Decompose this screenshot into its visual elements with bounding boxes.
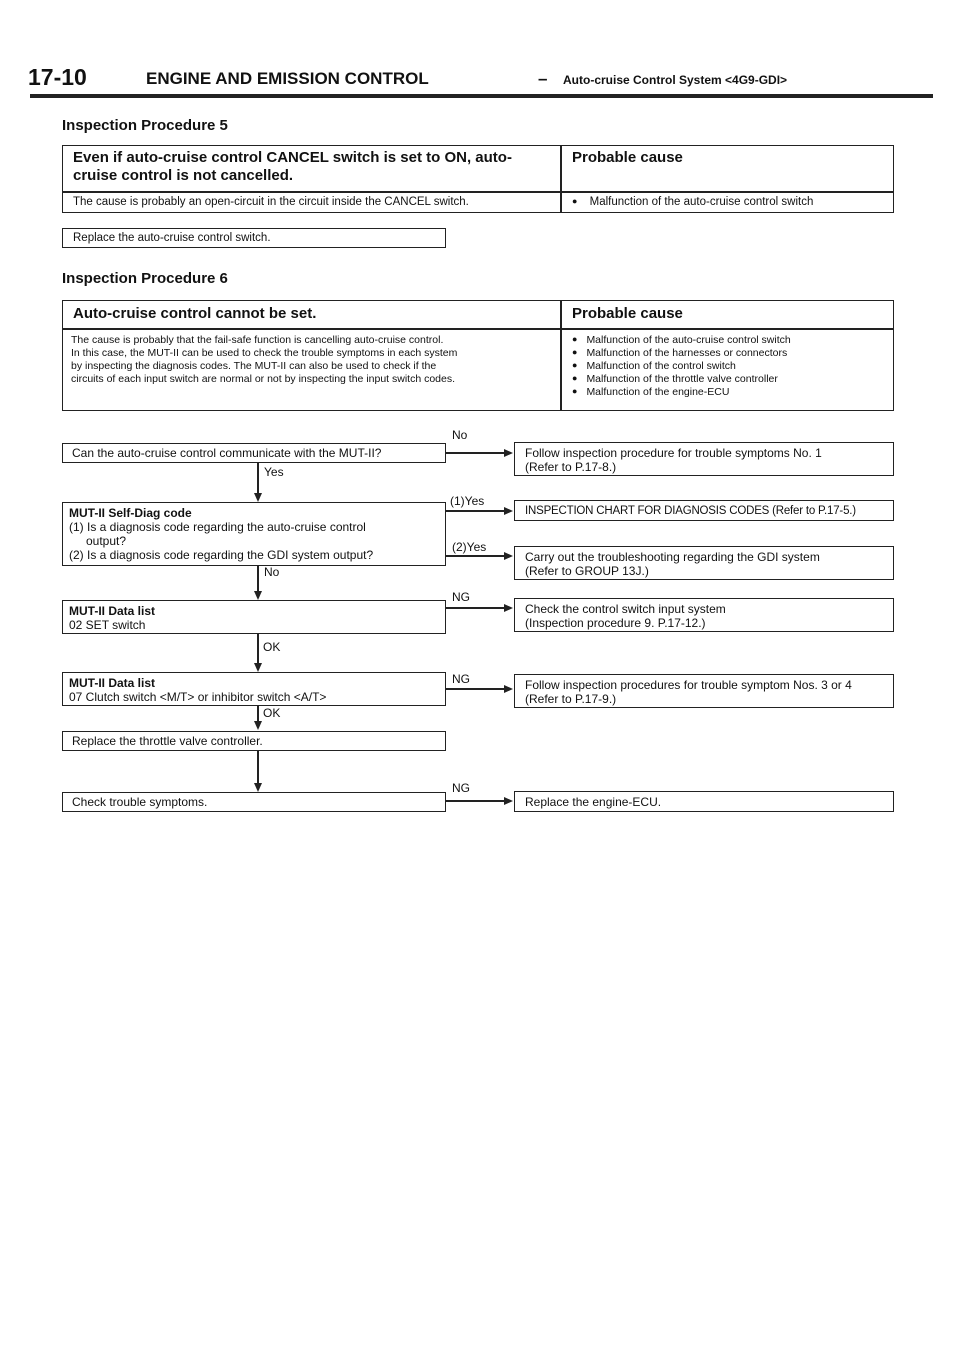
section-title: ENGINE AND EMISSION CONTROL bbox=[146, 69, 429, 88]
proc5-action-box bbox=[62, 228, 446, 248]
proc6-probable-label: Probable cause bbox=[572, 305, 683, 322]
flow-step6-ng-action: Replace the engine-ECU. bbox=[525, 795, 662, 809]
proc6-cause-text: Malfunction of the engine-ECU bbox=[586, 386, 730, 398]
flow-q2-no-label: No bbox=[264, 565, 280, 579]
arrow-right-icon bbox=[504, 449, 513, 457]
page-header bbox=[28, 64, 933, 94]
proc6-symptom: Auto-cruise control cannot be set. bbox=[73, 305, 317, 322]
proc5-table bbox=[62, 145, 894, 213]
proc6-cause-text: Malfunction of the harnesses or connectors bbox=[586, 347, 788, 359]
flow-q2-line: output? bbox=[86, 534, 127, 548]
flow-q3-ng-box bbox=[514, 598, 894, 632]
flow-q1-text: Can the auto-cruise control communicate with the MUT-II? bbox=[72, 446, 382, 460]
proc5-symptom: Even if auto-cruise control CANCEL switch is set to ON, auto-cruise control is not cancelled. bbox=[73, 149, 512, 184]
proc5-title: Inspection Procedure 5 bbox=[62, 117, 228, 134]
page-number: 17-10 bbox=[28, 64, 87, 90]
proc6-cause-item bbox=[572, 347, 791, 360]
proc5-probable-label: Probable cause bbox=[572, 149, 683, 166]
flow-q1-no-box bbox=[514, 442, 894, 476]
arrow-down-icon bbox=[254, 663, 262, 672]
flow-q2-yes2-box bbox=[514, 546, 894, 580]
proc6-cause-line: by inspecting the diagnosis codes. The MUT-II can also be used to check if the bbox=[71, 360, 437, 372]
flow-q1-no-action-line: Follow inspection procedure for trouble symptoms No. 1 bbox=[525, 446, 822, 460]
proc5-cause-text: The cause is probably an open-circuit in the circuit inside the CANCEL switch. bbox=[73, 196, 469, 208]
proc5-action: Replace the auto-cruise control switch. bbox=[73, 232, 271, 244]
proc5-cause-text-0: Malfunction of the auto-cruise control switch bbox=[589, 196, 814, 208]
flow-step6-text: Check trouble symptoms. bbox=[72, 795, 208, 809]
flow-step5-text: Replace the throttle valve controller. bbox=[72, 734, 263, 748]
proc6-cause-line: In this case, the MUT-II can be used to check the trouble symptoms in each system bbox=[71, 347, 458, 359]
flow-q4-title: MUT-II Data list bbox=[69, 676, 156, 690]
proc5-cause-item bbox=[572, 195, 813, 209]
flow-q4-ng-action-line: (Refer to P.17-9.) bbox=[525, 692, 617, 706]
proc6-cause-description bbox=[71, 334, 457, 386]
flow-q1-no-label: No bbox=[452, 428, 468, 442]
flow-q1-box bbox=[62, 443, 446, 463]
proc6-table bbox=[62, 300, 894, 411]
proc6-causes-list bbox=[572, 334, 791, 399]
arrow-right-icon bbox=[504, 797, 513, 805]
proc6-cause-line: circuits of each input switch are normal or not by inspecting the input switch codes. bbox=[71, 373, 456, 385]
flow-q2-line: (2) Is a diagnosis code regarding the GDI system output? bbox=[69, 548, 374, 562]
flow-q2-title: MUT-II Self-Diag code bbox=[69, 506, 192, 520]
flow-q3-ng-action-line: (Inspection procedure 9. P.17-12.) bbox=[525, 616, 706, 630]
flow-q1-yes-label: Yes bbox=[264, 465, 284, 479]
arrow-down-icon bbox=[254, 591, 262, 600]
arrow-down-icon bbox=[254, 721, 262, 730]
flow-q3-box bbox=[62, 600, 446, 634]
flow-q2-yes2-action-line: Carry out the troubleshooting regarding the GDI system bbox=[525, 550, 820, 564]
flow-step6-ng-label: NG bbox=[452, 781, 470, 795]
flow-q4-ng-label: NG bbox=[452, 672, 470, 686]
header-dash: – bbox=[538, 69, 548, 88]
proc6-cause-text: Malfunction of the auto-cruise control switch bbox=[586, 334, 791, 346]
flow-step6-box bbox=[62, 792, 446, 812]
header-rule bbox=[30, 94, 933, 98]
flow-q4-ng-box bbox=[514, 674, 894, 708]
proc6-cause-line: The cause is probably that the fail-safe function is cancelling auto-cruise control. bbox=[71, 334, 444, 346]
flow-q4-ng-action-line: Follow inspection procedures for trouble symptom Nos. 3 or 4 bbox=[525, 678, 852, 692]
proc6-cause-text: Malfunction of the throttle valve controller bbox=[586, 373, 778, 385]
flow-q3-line: 02 SET switch bbox=[69, 618, 146, 632]
arrow-down-icon bbox=[254, 783, 262, 792]
flow-q2-box bbox=[62, 502, 446, 566]
flow-q3-ng-label: NG bbox=[452, 590, 470, 604]
flow-q2-yes2-label: (2)Yes bbox=[452, 540, 487, 554]
flow-step5-box bbox=[62, 731, 446, 751]
arrow-down-icon bbox=[254, 493, 262, 502]
flow-q2-yes1-label: (1)Yes bbox=[450, 494, 485, 508]
proc6-cause-text: Malfunction of the control switch bbox=[586, 360, 736, 372]
flow-q4-box bbox=[62, 672, 446, 706]
arrow-right-icon bbox=[504, 507, 513, 515]
flow-q3-ng-action-line: Check the control switch input system bbox=[525, 602, 726, 616]
flow-q2-line: (1) Is a diagnosis code regarding the auto-cruise control bbox=[69, 520, 366, 534]
flow-q3-title: MUT-II Data list bbox=[69, 604, 156, 618]
flow-q3-ok-label: OK bbox=[263, 640, 281, 654]
flow-q2-yes1-box bbox=[514, 500, 894, 521]
flow-q2-yes2-action-line: (Refer to GROUP 13J.) bbox=[525, 564, 649, 578]
arrow-right-icon bbox=[504, 604, 513, 612]
proc6-cause-item bbox=[572, 373, 791, 386]
subsection-title: Auto-cruise Control System <4G9-GDI> bbox=[563, 73, 788, 87]
arrow-right-icon bbox=[504, 685, 513, 693]
proc6-cause-item bbox=[572, 360, 791, 373]
flow-step6-ng-box bbox=[514, 791, 894, 812]
flow-q4-line: 07 Clutch switch <M/T> or inhibitor switch <A/T> bbox=[69, 690, 327, 704]
proc6-title: Inspection Procedure 6 bbox=[62, 270, 228, 287]
flow-q1-no-action-line: (Refer to P.17-8.) bbox=[525, 460, 617, 474]
proc6-cause-item bbox=[572, 334, 791, 347]
flow-q2-yes1-action: INSPECTION CHART FOR DIAGNOSIS CODES (Refer to P.17-5.) bbox=[525, 505, 856, 517]
arrow-right-icon bbox=[504, 552, 513, 560]
proc6-cause-item bbox=[572, 386, 791, 399]
flow-q4-ok-label: OK bbox=[263, 706, 281, 720]
